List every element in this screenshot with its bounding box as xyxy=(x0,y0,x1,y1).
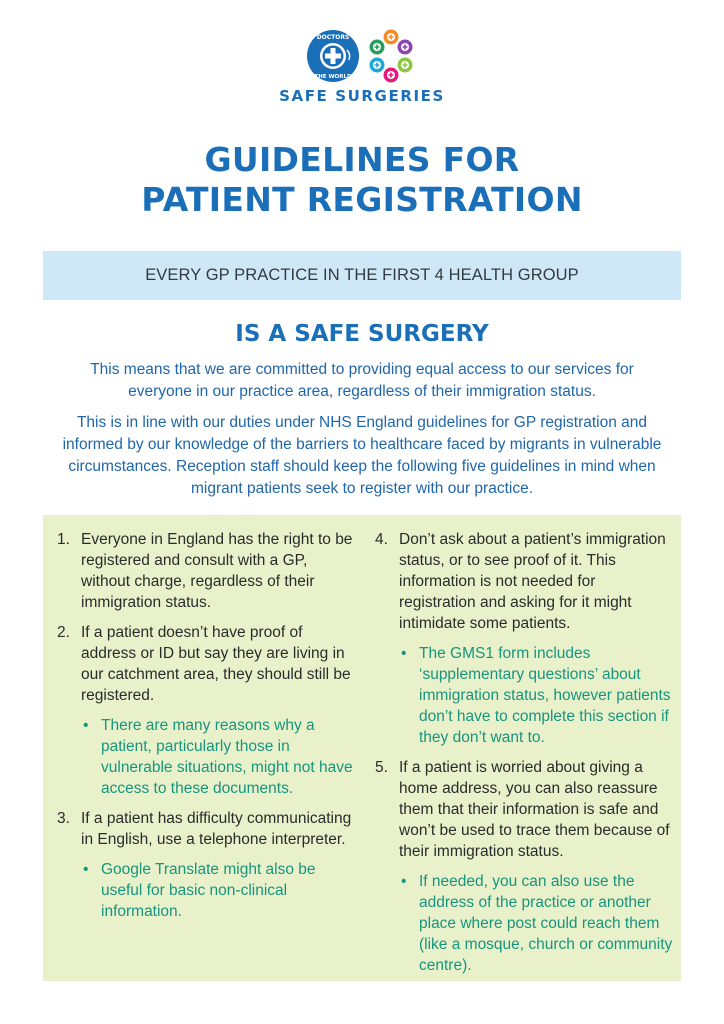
note-text: The GMS1 form includes ‘supplementary questions’ about immigration status, however patients don’t have to complete this section if they don’t want to. xyxy=(419,645,671,746)
intro-paragraph-1: This means that we are committed to providing equal access to our services for everyone in our practice area, regardless of their immigration status. xyxy=(90,361,634,400)
doctors-of-the-world-icon xyxy=(307,30,359,82)
practice-banner xyxy=(43,251,681,300)
note-text: There are many reasons why a patient, particularly those in vulnerable situations, might not have access to these documents. xyxy=(101,717,353,797)
logo xyxy=(0,28,724,84)
svg-text:DOCTORS: DOCTORS xyxy=(316,34,350,41)
guideline-item-5 xyxy=(375,757,675,862)
bullet-icon: • xyxy=(83,717,89,734)
guideline-number: 1. xyxy=(57,531,70,548)
guideline-text: Everyone in England has the right to be registered and consult with a GP, without charge, regardless of their immigration status. xyxy=(81,531,353,611)
guideline-number: 2. xyxy=(57,624,70,641)
guideline-number: 4. xyxy=(375,531,388,548)
guideline-4-note xyxy=(375,643,675,748)
bullet-icon: • xyxy=(83,861,89,878)
intro-paragraph-2: This is in line with our duties under NHS England guidelines for GP registration and informed by our knowledge of the barriers to healthcare faced by migrants in vulnerable circumstances. Reception staff should keep the following five guidelines in mind when migrant patients seek to register with our practice. xyxy=(62,414,662,497)
guideline-text: If a patient is worried about giving a home address, you can also reassure them that their information is safe and won’t be used to trace them because of their immigration status. xyxy=(399,759,670,860)
bullet-icon: • xyxy=(401,645,407,662)
guideline-item-3 xyxy=(57,808,357,850)
guidelines-column-left xyxy=(57,529,357,931)
guideline-item-4 xyxy=(375,529,675,634)
guideline-text: Don’t ask about a patient’s immigration status, or to see proof of it. This information is not needed for registration and asking for it might intimidate some patients. xyxy=(399,531,666,632)
title-line-2: PATIENT REGISTRATION xyxy=(141,180,583,219)
bullet-icon: • xyxy=(401,873,407,890)
guideline-item-1 xyxy=(57,529,357,613)
title-line-1: GUIDELINES FOR xyxy=(204,140,520,179)
guideline-text: If a patient has difficulty communicating in English, use a telephone interpreter. xyxy=(81,810,352,848)
guideline-5-note xyxy=(375,871,675,976)
guideline-text: If a patient doesn’t have proof of address or ID but say they are living in our catchment area, they should still be registered. xyxy=(81,624,351,704)
guidelines-column-right xyxy=(375,529,675,985)
guideline-number: 5. xyxy=(375,759,388,776)
guideline-3-note xyxy=(57,859,357,922)
banner-text: EVERY GP PRACTICE IN THE FIRST 4 HEALTH GROUP xyxy=(145,266,579,284)
safe-surgeries-flower-icon xyxy=(370,30,413,83)
svg-text:THE WORLD: THE WORLD xyxy=(314,74,352,80)
note-text: Google Translate might also be useful for basic non-clinical information. xyxy=(101,861,316,920)
guideline-2-note xyxy=(57,715,357,799)
logo-graphic xyxy=(307,28,417,84)
note-text: If needed, you can also use the address of the practice or another place where post could reach them (like a mosque, church or community centre). xyxy=(419,873,673,974)
guidelines-box xyxy=(43,515,681,981)
safe-surgery-heading: IS A SAFE SURGERY xyxy=(235,321,489,347)
page-title xyxy=(0,140,724,220)
brand-name: SAFE SURGERIES xyxy=(279,87,445,105)
guideline-item-2 xyxy=(57,622,357,706)
guideline-number: 3. xyxy=(57,810,70,827)
